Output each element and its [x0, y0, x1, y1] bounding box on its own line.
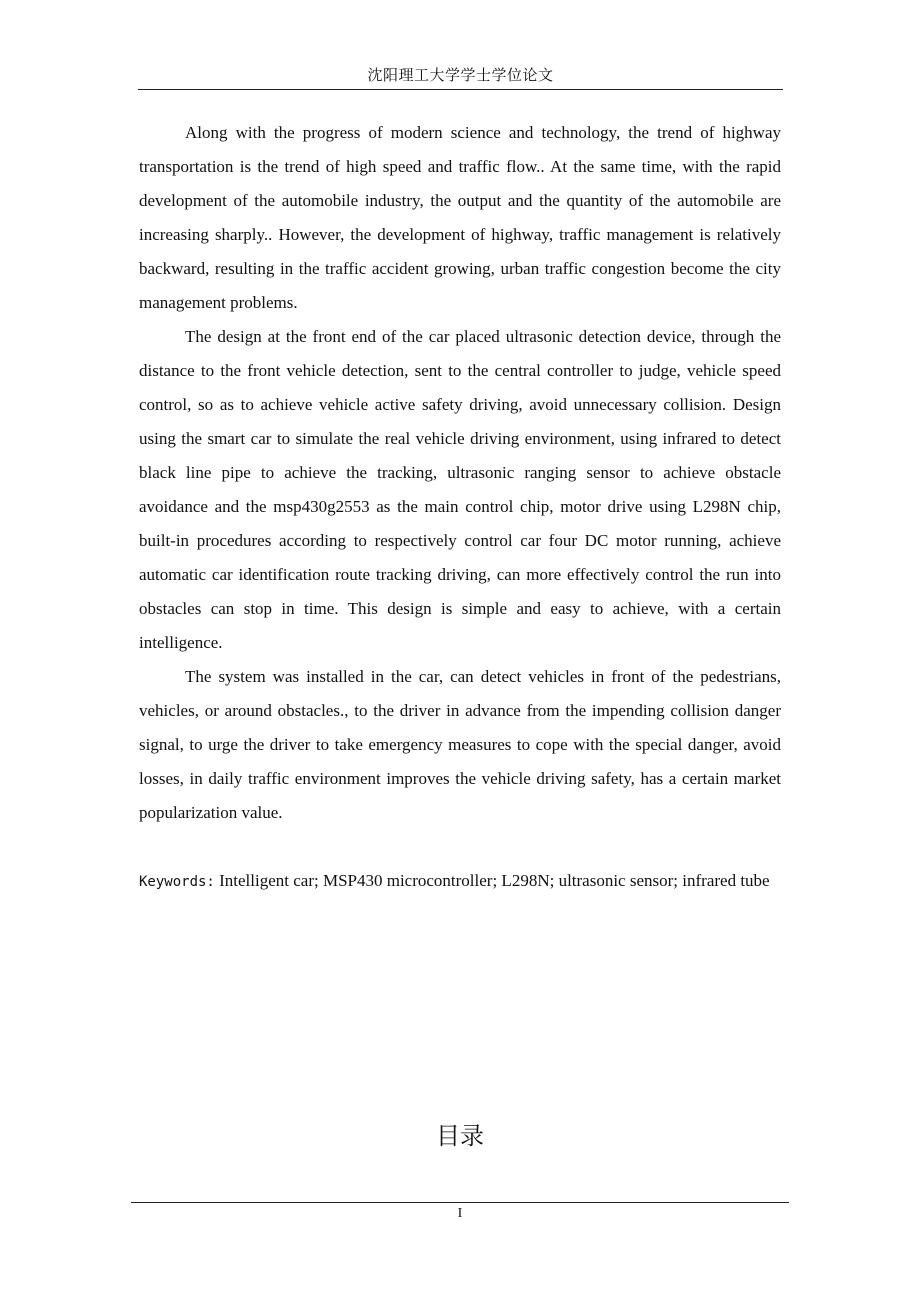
header-divider	[138, 89, 783, 90]
abstract-paragraph-2: The design at the front end of the car placed ultrasonic detection device, through the distance to the front vehicle detection, sent to the central controller to judge, vehicle speed control, so as to achieve vehicle active safety driving, avoid unnecessary collision. Design using the smart car to simulate the real vehicle driving environment, using infrared to detect black line pipe to achieve the tracking, ultrasonic ranging sensor to achieve obstacle avoidance and the msp430g2553 as the main control chip, motor drive using L298N chip, built-in procedures according to respectively control car four DC motor running, achieve automatic car identification route tracking driving, can more effectively control the run into obstacles can stop in time. This design is simple and easy to achieve, with a certain intelligence.	[139, 327, 781, 652]
page-header-title: 沈阳理工大学学士学位论文	[367, 68, 554, 84]
toc-title: 目录	[436, 1122, 484, 1150]
abstract-paragraph-3: The system was installed in the car, can detect vehicles in front of the pedestrians, vehicles, or around obstacles., to the driver in advance from the impending collision danger signal, to urge the driver to take emergency measures to cope with the special danger, avoid losses, in daily traffic environment improves the vehicle driving safety, has a certain market popularization value.	[139, 667, 781, 822]
footer-divider	[131, 1202, 789, 1203]
keywords-label: Keywords:	[139, 874, 215, 890]
abstract-paragraph-1: Along with the progress of modern science and technology, the trend of highway transportation is the trend of high speed and traffic flow.. At the same time, with the rapid development of the automobile industry, the output and the quantity of the automobile are increasing sharply.. However, the development of highway, traffic management is relatively backward, resulting in the traffic accident growing, urban traffic congestion become the city management problems.	[139, 123, 781, 312]
keywords-line	[139, 864, 781, 899]
abstract-body	[139, 116, 781, 830]
keywords-text: Intelligent car; MSP430 microcontroller; L298N; ultrasonic sensor; infrared tube	[219, 871, 770, 890]
page-number: I	[457, 1206, 463, 1221]
